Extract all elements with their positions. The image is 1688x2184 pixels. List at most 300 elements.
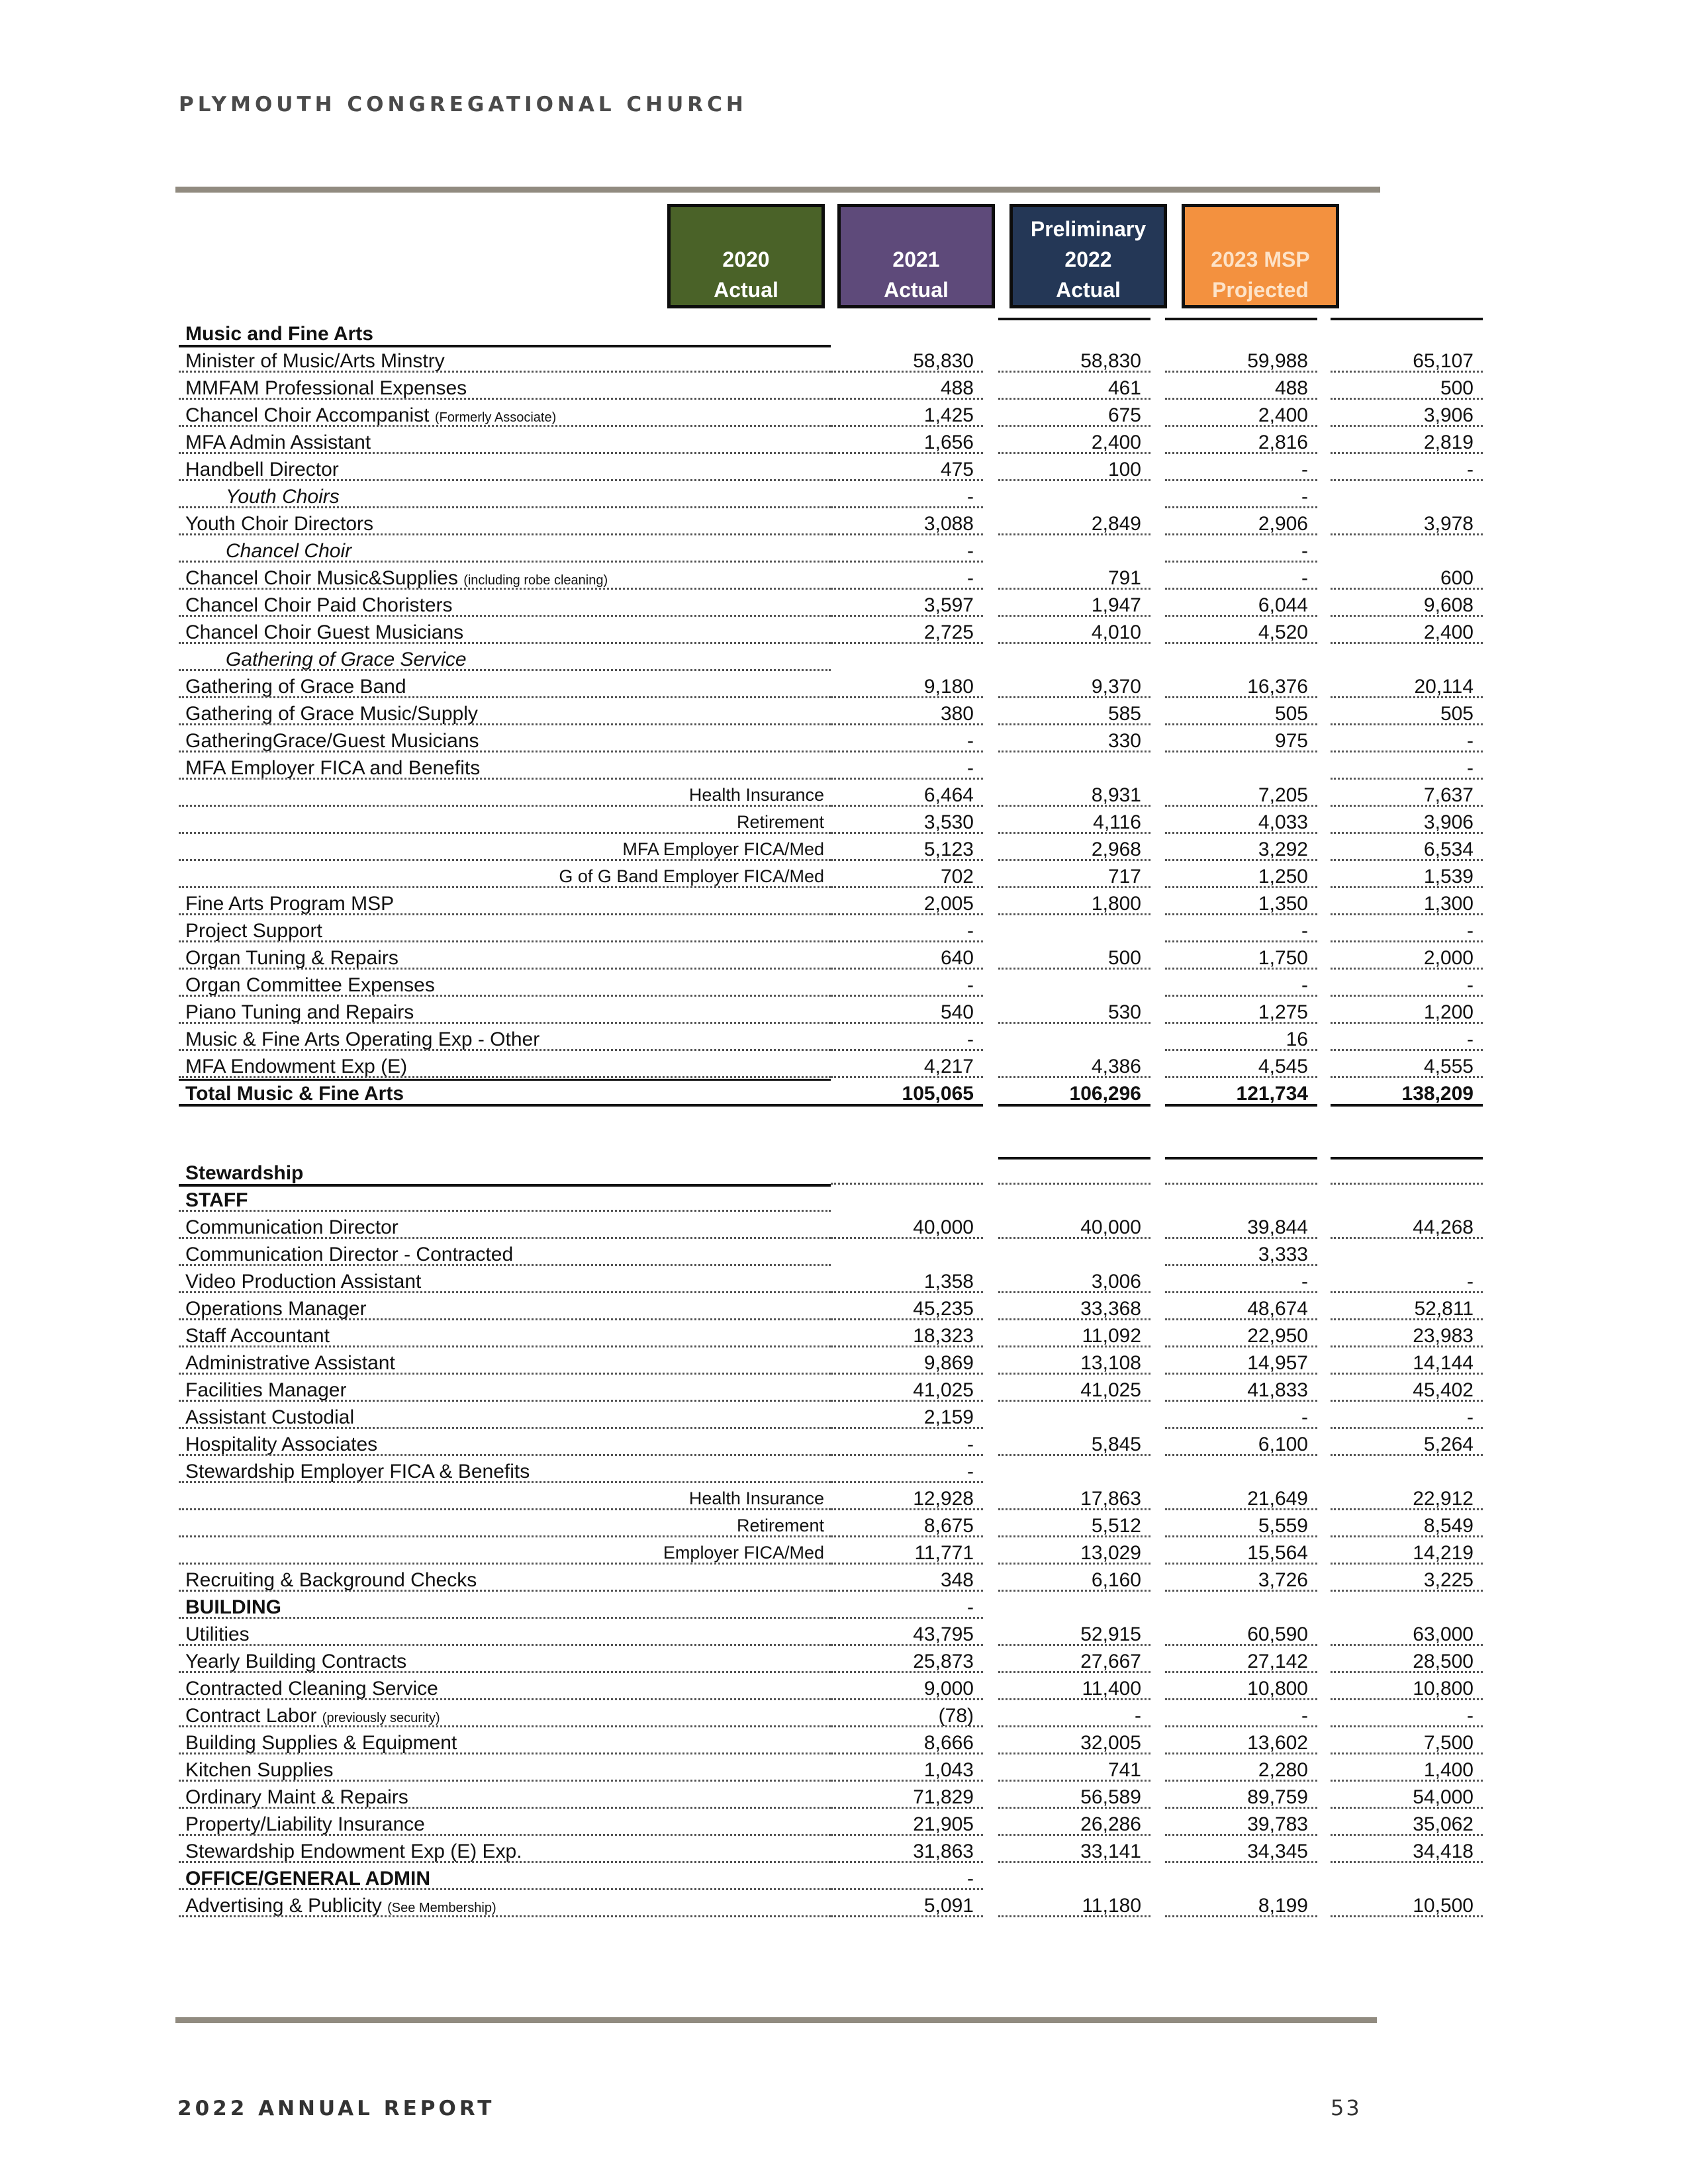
value-cell: 60,590	[1165, 1621, 1317, 1648]
value-cell: 5,559	[1165, 1512, 1317, 1539]
value-cell: 1,043	[831, 1756, 983, 1784]
value-cell: 21,905	[831, 1811, 983, 1838]
row-underline	[179, 940, 831, 942]
value-cell: 488	[831, 375, 983, 402]
value-cell: -	[1331, 917, 1483, 944]
value-cell: 5,264	[1331, 1431, 1483, 1458]
table-row	[179, 1621, 1474, 1648]
value-cell: 1,200	[1331, 999, 1483, 1026]
value-cell: -	[831, 1458, 983, 1485]
value-cell: 6,534	[1331, 836, 1483, 863]
value-cell: 2,819	[1331, 429, 1483, 456]
row-label-note: (Formerly Associate)	[434, 410, 557, 425]
column-header-line2: 2022	[1064, 248, 1112, 271]
row-label-text: Chancel Choir Guest Musicians	[185, 621, 464, 643]
value-cell: -	[1165, 1702, 1317, 1729]
row-underline	[179, 398, 831, 400]
value-cell: 40,000	[831, 1214, 983, 1241]
row-label-text: Contract Labor	[185, 1705, 317, 1727]
row-underline	[179, 696, 831, 698]
row-label-text: Health Insurance	[688, 785, 824, 805]
table-row	[179, 1214, 1474, 1241]
row-underline	[179, 561, 831, 563]
value-cell: 1,250	[1165, 863, 1317, 890]
row-underline	[179, 913, 831, 915]
value-cell: -	[831, 754, 983, 782]
column-header-2021	[837, 204, 995, 308]
table-row	[179, 782, 1474, 809]
value-cell: 1,275	[1165, 999, 1317, 1026]
row-label-text: MFA Employer FICA and Benefits	[185, 757, 481, 779]
value-cell: 3,292	[1165, 836, 1317, 863]
row-label-text: Gathering of Grace Music/Supply	[185, 703, 478, 725]
value-cell: 475	[831, 456, 983, 483]
footer-title: 2022 ANNUAL REPORT	[177, 2097, 495, 2120]
value-cell: 16	[1165, 1026, 1317, 1053]
table-row	[179, 510, 1474, 537]
table-row	[179, 402, 1474, 429]
column-header-2020	[667, 204, 825, 308]
row-label-text: Gathering of Grace Band	[185, 676, 406, 698]
value-cell: 33,368	[998, 1295, 1150, 1322]
table-row	[179, 565, 1474, 592]
value-cell: 8,666	[831, 1729, 983, 1756]
bottom-divider	[175, 2017, 1377, 2023]
row-label-text: MFA Admin Assistant	[185, 432, 371, 453]
row-label-text: Advertising & Publicity	[185, 1895, 382, 1917]
table-row	[179, 863, 1474, 890]
value-cell: 2,400	[1165, 402, 1317, 429]
value-cell: -	[831, 972, 983, 999]
row-label	[185, 1702, 440, 1732]
row-underline	[179, 1915, 831, 1917]
table-row	[179, 1838, 1474, 1865]
value-cell: 600	[1331, 565, 1483, 592]
row-label-text: MFA Employer FICA/Med	[622, 839, 824, 859]
value-cell: 41,025	[831, 1377, 983, 1404]
row-label-text: Fine Arts Program MSP	[185, 893, 395, 915]
table-row	[179, 1811, 1474, 1838]
table-row	[179, 1377, 1474, 1404]
value-cell: 702	[831, 863, 983, 890]
row-underline	[179, 1291, 831, 1293]
table-row	[179, 1539, 1474, 1567]
row-underline	[179, 1888, 831, 1890]
row-underline	[179, 1563, 831, 1565]
value-cell: 32,005	[998, 1729, 1150, 1756]
value-cell: 10,800	[1331, 1675, 1483, 1702]
section-title: Music and Fine Arts	[185, 323, 373, 345]
value-cell: 138,209	[1331, 1080, 1483, 1107]
table-row	[179, 429, 1474, 456]
value-cell: 1,350	[1165, 890, 1317, 917]
value-cell: 25,873	[831, 1648, 983, 1675]
row-label-text: Operations Manager	[185, 1298, 367, 1320]
row-underline	[179, 1427, 831, 1429]
value-cell: 4,217	[831, 1053, 983, 1080]
value-cell: 13,029	[998, 1539, 1150, 1567]
value-cell: -	[1331, 727, 1483, 754]
value-cell: 14,219	[1331, 1539, 1483, 1567]
column-header-line2: 2020	[722, 248, 770, 271]
value-cell: -	[1331, 972, 1483, 999]
row-label	[185, 1080, 404, 1107]
value-cell: 1,800	[998, 890, 1150, 917]
row-underline	[179, 723, 831, 725]
value-cell: 8,675	[831, 1512, 983, 1539]
row-underline	[179, 425, 831, 427]
value-cell: 1,400	[1331, 1756, 1483, 1784]
table-row	[179, 1349, 1474, 1377]
row-underline	[179, 1671, 831, 1673]
row-underline	[179, 1049, 831, 1051]
row-underline	[179, 1590, 831, 1592]
row-underline	[179, 1318, 831, 1320]
row-label-text: Handbell Director	[185, 459, 339, 480]
value-cell: 3,906	[1331, 809, 1483, 836]
row-label-text: Chancel Choir Music&Supplies	[185, 567, 458, 589]
value-cell: -	[1331, 1702, 1483, 1729]
stewardship-table	[179, 1160, 1474, 1919]
row-label-note: (including robe cleaning)	[463, 573, 608, 588]
table-row	[179, 754, 1474, 782]
value-cell: 35,062	[1331, 1811, 1483, 1838]
value-cell: 741	[998, 1756, 1150, 1784]
table-row	[179, 972, 1474, 999]
value-cell: 3,006	[998, 1268, 1150, 1295]
table-row	[179, 537, 1337, 565]
row-label-text: OFFICE/GENERAL ADMIN	[185, 1868, 431, 1889]
row-label-text: Contracted Cleaning Service	[185, 1678, 438, 1700]
value-cell: 34,418	[1331, 1838, 1483, 1865]
table-row	[179, 1404, 1474, 1431]
column-header-2022	[1009, 204, 1167, 308]
value-cell: 2,400	[1331, 619, 1483, 646]
row-label-text: Employer FICA/Med	[663, 1543, 824, 1563]
value-cell: -	[1165, 917, 1317, 944]
row-underline	[179, 1454, 831, 1456]
value-cell: 8,931	[998, 782, 1150, 809]
row-underline	[179, 642, 831, 644]
row-label-text: MMFAM Professional Expenses	[185, 377, 467, 399]
value-cell: 21,649	[1165, 1485, 1317, 1512]
value-cell: 7,637	[1331, 782, 1483, 809]
row-label-text: Video Production Assistant	[185, 1271, 422, 1293]
row-underline	[179, 1345, 831, 1347]
table-row	[179, 1187, 1337, 1214]
row-underline	[179, 1535, 831, 1537]
row-underline	[179, 452, 831, 454]
value-cell: 14,957	[1165, 1349, 1317, 1377]
row-underline	[179, 615, 831, 617]
value-cell: 54,000	[1331, 1784, 1483, 1811]
row-label-text: Chancel Choir	[226, 540, 352, 562]
value-cell: 105,065	[831, 1080, 983, 1107]
row-underline	[179, 1508, 831, 1510]
value-cell: 585	[998, 700, 1150, 727]
row-label-text: Retirement	[736, 1516, 824, 1535]
table-row	[179, 483, 1337, 510]
value-cell: 41,025	[998, 1377, 1150, 1404]
table-row	[179, 1702, 1474, 1729]
table-row	[179, 1892, 1474, 1919]
value-cell: 5,091	[831, 1892, 983, 1919]
row-label-text: Youth Choirs	[226, 486, 340, 508]
value-cell: 3,225	[1331, 1567, 1483, 1594]
row-label-text: Music & Fine Arts Operating Exp - Other	[185, 1028, 540, 1050]
value-cell: 89,759	[1165, 1784, 1317, 1811]
value-cell: 13,108	[998, 1349, 1150, 1377]
row-label	[185, 402, 556, 432]
row-label-text: Minister of Music/Arts Minstry	[185, 350, 445, 372]
value-cell: 2,968	[998, 836, 1150, 863]
value-cell: (78)	[831, 1702, 983, 1729]
value-cell: 27,142	[1165, 1648, 1317, 1675]
value-cell: 34,345	[1165, 1838, 1317, 1865]
column-header-line3: Projected	[1212, 278, 1309, 302]
row-label-text: Recruiting & Background Checks	[185, 1569, 477, 1591]
value-cell: 48,674	[1165, 1295, 1317, 1322]
value-cell: 31,863	[831, 1838, 983, 1865]
table-row	[179, 347, 1474, 375]
row-label-text: Chancel Choir Paid Choristers	[185, 594, 453, 616]
value-cell: 2,906	[1165, 510, 1317, 537]
table-row	[179, 836, 1474, 863]
value-cell: 45,235	[831, 1295, 983, 1322]
value-cell: 7,500	[1331, 1729, 1483, 1756]
row-underline	[179, 1834, 831, 1836]
value-cell: 9,869	[831, 1349, 983, 1377]
column-header-line3: Actual	[1056, 278, 1121, 302]
value-cell: 3,906	[1331, 402, 1483, 429]
value-cell: 8,549	[1331, 1512, 1483, 1539]
table-row	[179, 890, 1474, 917]
value-cell: 58,830	[831, 347, 983, 375]
value-cell: -	[1165, 565, 1317, 592]
row-underline	[179, 1076, 831, 1078]
value-cell: 1,750	[1165, 944, 1317, 972]
row-label-text: Ordinary Maint & Repairs	[185, 1786, 408, 1808]
value-cell: -	[1165, 1404, 1317, 1431]
value-cell: -	[1331, 456, 1483, 483]
value-cell: 675	[998, 402, 1150, 429]
value-cell: 791	[998, 565, 1150, 592]
value-cell: 2,816	[1165, 429, 1317, 456]
row-underline	[179, 1861, 831, 1863]
column-header-line3: Actual	[884, 278, 949, 302]
value-cell: 11,092	[998, 1322, 1150, 1349]
value-cell: 640	[831, 944, 983, 972]
column-header-line1: Preliminary	[1030, 217, 1147, 241]
row-underline	[179, 968, 831, 970]
value-cell: 540	[831, 999, 983, 1026]
column-header-line2: 2023 MSP	[1211, 248, 1310, 271]
table-row	[179, 727, 1474, 754]
table-row	[179, 1512, 1474, 1539]
value-cell: 2,400	[998, 429, 1150, 456]
table-row	[179, 1026, 1474, 1053]
row-label-text: Facilities Manager	[185, 1379, 347, 1401]
table-row	[179, 619, 1474, 646]
table-row	[179, 917, 1474, 944]
value-cell: 52,811	[1331, 1295, 1483, 1322]
value-cell: 1,947	[998, 592, 1150, 619]
value-cell: 2,159	[831, 1404, 983, 1431]
value-cell: 4,033	[1165, 809, 1317, 836]
row-label-text: Youth Choir Directors	[185, 513, 374, 535]
value-cell: 20,114	[1331, 673, 1483, 700]
value-cell: 59,988	[1165, 347, 1317, 375]
value-cell: -	[831, 537, 983, 565]
column-header-line2: 2021	[892, 248, 940, 271]
value-cell: 27,667	[998, 1648, 1150, 1675]
value-cell: 4,386	[998, 1053, 1150, 1080]
value-cell: 2,005	[831, 890, 983, 917]
value-cell: -	[831, 1026, 983, 1053]
value-cell: 461	[998, 375, 1150, 402]
value-cell: 2,849	[998, 510, 1150, 537]
table-row	[179, 1784, 1474, 1811]
table-row	[179, 1295, 1474, 1322]
value-cell: -	[1331, 754, 1483, 782]
row-underline	[179, 371, 831, 373]
value-cell: 3,726	[1165, 1567, 1317, 1594]
value-cell: 380	[831, 700, 983, 727]
value-cell: 4,116	[998, 809, 1150, 836]
music-fine-arts-table	[179, 320, 1474, 1107]
row-underline	[179, 1373, 831, 1375]
row-underline	[179, 1644, 831, 1646]
value-cell: 7,205	[1165, 782, 1317, 809]
row-label-text: Stewardship Endowment Exp (E) Exp.	[185, 1841, 522, 1862]
value-cell: -	[998, 1702, 1150, 1729]
value-cell: 8,199	[1165, 1892, 1317, 1919]
table-row	[179, 1756, 1474, 1784]
value-cell: 44,268	[1331, 1214, 1483, 1241]
value-cell: -	[1331, 1268, 1483, 1295]
value-cell: 18,323	[831, 1322, 983, 1349]
value-cell: 17,863	[998, 1485, 1150, 1512]
value-cell: 5,845	[998, 1431, 1150, 1458]
row-underline	[179, 1725, 831, 1727]
table-row	[179, 1594, 1337, 1621]
value-cell: 3,333	[1165, 1241, 1317, 1268]
row-label-text: Yearly Building Contracts	[185, 1651, 407, 1672]
value-cell: 45,402	[1331, 1377, 1483, 1404]
value-cell: -	[1331, 1026, 1483, 1053]
value-cell: -	[831, 1431, 983, 1458]
section-title: Stewardship	[185, 1162, 304, 1184]
value-cell: 6,464	[831, 782, 983, 809]
value-cell: 52,915	[998, 1621, 1150, 1648]
row-label-text: Piano Tuning and Repairs	[185, 1001, 414, 1023]
row-label-text: Communication Director - Contracted	[185, 1244, 514, 1265]
row-label-text: Project Support	[185, 920, 322, 942]
column-header-2023	[1182, 204, 1339, 308]
row-label-text: G of G Band Employer FICA/Med	[559, 866, 824, 886]
value-cell: 5,512	[998, 1512, 1150, 1539]
row-underline	[179, 886, 831, 888]
value-cell: 22,912	[1331, 1485, 1483, 1512]
row-label-text: Property/Liability Insurance	[185, 1813, 425, 1835]
row-underline	[179, 1104, 831, 1107]
value-cell: 9,370	[998, 673, 1150, 700]
value-cell: 11,180	[998, 1892, 1150, 1919]
table-row	[179, 1053, 1474, 1080]
row-label-text: Retirement	[736, 812, 824, 832]
value-cell: 488	[1165, 375, 1317, 402]
row-underline	[179, 1617, 831, 1619]
value-cell: 16,376	[1165, 673, 1317, 700]
value-cell: 9,180	[831, 673, 983, 700]
value-cell: -	[1331, 1404, 1483, 1431]
value-cell: 2,725	[831, 619, 983, 646]
value-cell: 13,602	[1165, 1729, 1317, 1756]
row-underline	[179, 506, 831, 508]
table-row	[179, 1241, 1337, 1268]
column-header-line3: Actual	[714, 278, 778, 302]
row-label-text: Staff Accountant	[185, 1325, 330, 1347]
value-cell: 14,144	[1331, 1349, 1483, 1377]
table-row	[179, 592, 1474, 619]
row-label-text: Organ Committee Expenses	[185, 974, 435, 996]
table-row	[179, 1431, 1474, 1458]
row-underline	[179, 778, 831, 780]
value-cell: 9,608	[1331, 592, 1483, 619]
value-cell: -	[1165, 537, 1317, 565]
row-underline	[179, 1807, 831, 1809]
table-row	[179, 1322, 1474, 1349]
table-row	[179, 646, 1337, 673]
value-cell: -	[831, 727, 983, 754]
value-cell: 530	[998, 999, 1150, 1026]
table-row	[179, 1485, 1474, 1512]
value-cell: 26,286	[998, 1811, 1150, 1838]
value-cell: 56,589	[998, 1784, 1150, 1811]
section-header-row	[179, 320, 1337, 347]
value-cell: 505	[1165, 700, 1317, 727]
table-row	[179, 1865, 1337, 1892]
table-row	[179, 700, 1474, 727]
row-underline	[179, 832, 831, 834]
top-divider	[175, 187, 1380, 193]
value-cell: -	[831, 1865, 983, 1892]
value-cell: 5,123	[831, 836, 983, 863]
value-cell: 10,500	[1331, 1892, 1483, 1919]
value-cell: 3,978	[1331, 510, 1483, 537]
row-label-text: Kitchen Supplies	[185, 1759, 334, 1781]
value-cell: 40,000	[998, 1214, 1150, 1241]
value-cell: 2,280	[1165, 1756, 1317, 1784]
row-underline	[179, 1264, 831, 1266]
value-cell: 3,088	[831, 510, 983, 537]
value-cell: 1,358	[831, 1268, 983, 1295]
value-cell: 23,983	[1331, 1322, 1483, 1349]
value-cell: 41,833	[1165, 1377, 1317, 1404]
section-header-row	[179, 1160, 1337, 1187]
row-label-text: Communication Director	[185, 1216, 399, 1238]
table-row	[179, 375, 1474, 402]
row-label-text: GatheringGrace/Guest Musicians	[185, 730, 479, 752]
value-cell: 63,000	[1331, 1621, 1483, 1648]
value-cell: 4,545	[1165, 1053, 1317, 1080]
row-label-text: Administrative Assistant	[185, 1352, 395, 1374]
row-label-text: Organ Tuning & Repairs	[185, 947, 399, 969]
value-cell: 121,734	[1165, 1080, 1317, 1107]
organization-name: PLYMOUTH CONGREGATIONAL CHURCH	[179, 93, 747, 116]
value-cell: 4,010	[998, 619, 1150, 646]
row-underline	[179, 1752, 831, 1754]
